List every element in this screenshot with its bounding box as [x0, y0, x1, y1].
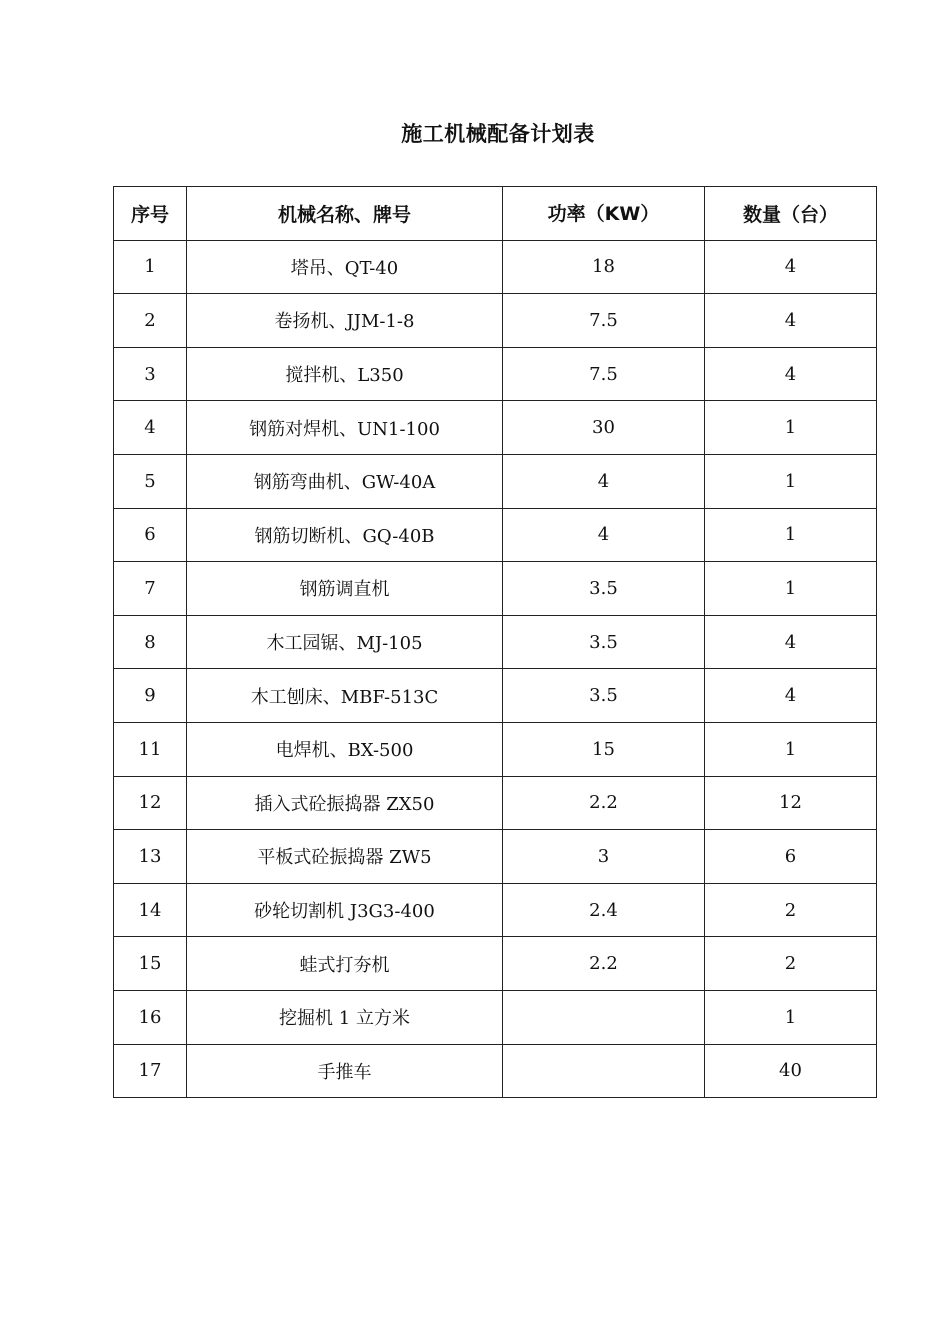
table-row — [114, 294, 877, 348]
row-name: 搅拌机、L350 — [187, 347, 503, 401]
table-row — [114, 562, 877, 616]
row-power: 7.5 — [503, 294, 705, 348]
row-qty: 2 — [705, 937, 877, 991]
row-qty: 4 — [705, 347, 877, 401]
row-name: 挖掘机 1 立方米 — [187, 990, 503, 1044]
table-row — [114, 347, 877, 401]
row-qty: 1 — [705, 401, 877, 455]
row-index: 16 — [114, 990, 187, 1044]
row-power: 2.4 — [503, 883, 705, 937]
row-power: 18 — [503, 240, 705, 294]
table-row — [114, 1044, 877, 1098]
row-power: 30 — [503, 401, 705, 455]
table-row — [114, 615, 877, 669]
row-index: 11 — [114, 722, 187, 776]
row-qty: 6 — [705, 830, 877, 884]
row-index: 12 — [114, 776, 187, 830]
row-power: 4 — [503, 508, 705, 562]
table-row — [114, 508, 877, 562]
row-index: 8 — [114, 615, 187, 669]
row-name: 砂轮切割机 J3G3-400 — [187, 883, 503, 937]
table-row — [114, 990, 877, 1044]
row-index: 5 — [114, 454, 187, 508]
row-name: 钢筋切断机、GQ-40B — [187, 508, 503, 562]
document-title: 施工机械配备计划表 — [401, 122, 595, 146]
row-name: 蛙式打夯机 — [187, 937, 503, 991]
row-qty: 1 — [705, 990, 877, 1044]
row-index: 4 — [114, 401, 187, 455]
row-qty: 12 — [705, 776, 877, 830]
row-name: 钢筋调直机 — [187, 562, 503, 616]
row-name: 钢筋弯曲机、GW-40A — [187, 454, 503, 508]
row-power: 7.5 — [503, 347, 705, 401]
row-index: 9 — [114, 669, 187, 723]
row-name: 卷扬机、JJM-1-8 — [187, 294, 503, 348]
row-name: 电焊机、BX-500 — [187, 722, 503, 776]
table-row — [114, 883, 877, 937]
row-index: 17 — [114, 1044, 187, 1098]
row-power: 3.5 — [503, 669, 705, 723]
row-power: 2.2 — [503, 776, 705, 830]
row-index: 15 — [114, 937, 187, 991]
table-row — [114, 722, 877, 776]
row-name: 平板式砼振捣器 ZW5 — [187, 830, 503, 884]
table-row — [114, 401, 877, 455]
row-qty: 1 — [705, 722, 877, 776]
row-index: 13 — [114, 830, 187, 884]
row-index: 7 — [114, 562, 187, 616]
table-header-row — [114, 187, 877, 241]
row-qty: 2 — [705, 883, 877, 937]
table-row — [114, 454, 877, 508]
machinery-plan-table — [113, 186, 877, 1098]
row-power — [503, 1044, 705, 1098]
table-row — [114, 830, 877, 884]
table-row — [114, 240, 877, 294]
row-qty: 4 — [705, 240, 877, 294]
header-qty: 数量（台） — [705, 187, 877, 241]
row-name: 木工刨床、MBF-513C — [187, 669, 503, 723]
header-name: 机械名称、牌号 — [187, 187, 503, 241]
table-row — [114, 937, 877, 991]
row-qty: 1 — [705, 562, 877, 616]
row-index: 2 — [114, 294, 187, 348]
row-index: 6 — [114, 508, 187, 562]
row-name: 插入式砼振捣器 ZX50 — [187, 776, 503, 830]
row-power: 15 — [503, 722, 705, 776]
row-qty: 4 — [705, 294, 877, 348]
table-row — [114, 669, 877, 723]
row-qty: 1 — [705, 508, 877, 562]
row-name: 手推车 — [187, 1044, 503, 1098]
row-power — [503, 990, 705, 1044]
row-index: 3 — [114, 347, 187, 401]
row-index: 14 — [114, 883, 187, 937]
row-name: 钢筋对焊机、UN1-100 — [187, 401, 503, 455]
row-power: 2.2 — [503, 937, 705, 991]
table-row — [114, 776, 877, 830]
row-index: 1 — [114, 240, 187, 294]
header-power: 功率（KW） — [503, 187, 705, 241]
row-power: 3.5 — [503, 562, 705, 616]
row-qty: 4 — [705, 615, 877, 669]
row-power: 4 — [503, 454, 705, 508]
row-power: 3.5 — [503, 615, 705, 669]
row-name: 木工园锯、MJ-105 — [187, 615, 503, 669]
row-name: 塔吊、QT-40 — [187, 240, 503, 294]
row-qty: 4 — [705, 669, 877, 723]
row-power: 3 — [503, 830, 705, 884]
row-qty: 40 — [705, 1044, 877, 1098]
row-qty: 1 — [705, 454, 877, 508]
header-index: 序号 — [114, 187, 187, 241]
